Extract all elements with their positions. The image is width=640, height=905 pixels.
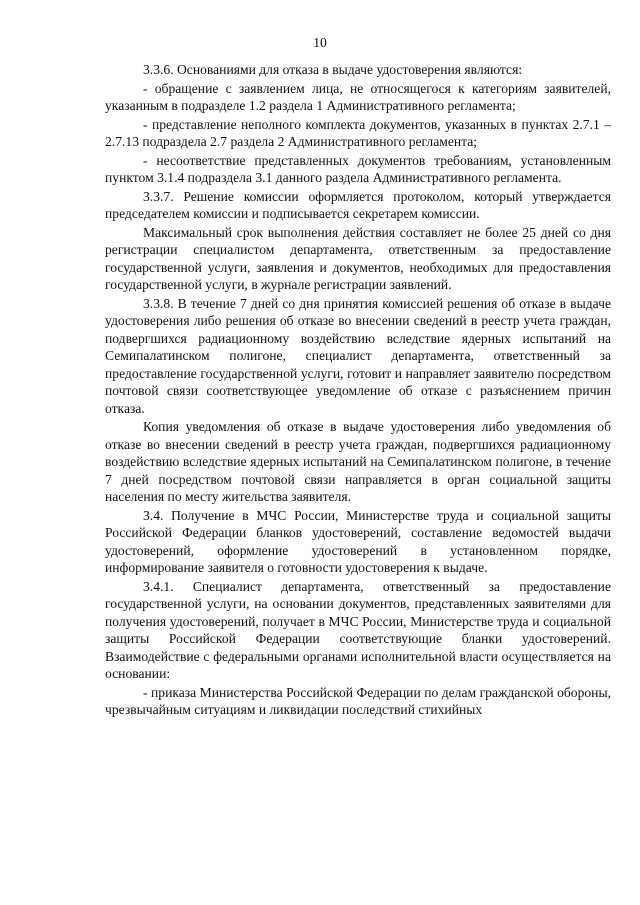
paragraph-3-4-1: 3.4.1. Специалист департамента, ответственный за предоставление государственной услуги, на основании документов, представленных заявителями для получения удостоверений, получает в МЧС России, Министерстве труда и социальной защиты Российской Федерации соответствующие бланки удостоверений. Взаимодействие с федеральными органами исполнительной власти осуществляется на основании: [105,578,611,681]
paragraph-3-4: 3.4. Получение в МЧС России, Министерстве труда и социальной защиты Российской Федерации бланков удостоверений, составление ведомостей выдачи удостоверений, оформление удостоверений в установленном порядке, информирование заявителя о готовности удостоверения к выдаче. [105,507,611,575]
document-body [105,61,611,720]
paragraph-reason-incomplete-documents: - представление неполного комплекта документов, указанных в пунктах 2.7.1 – 2.7.13 подраздела 2.7 раздела 2 Административного регламента; [105,116,611,149]
paragraph-3-3-7: 3.3.7. Решение комиссии оформляется протоколом, который утверждается председателем комиссии и подписывается секретарем комиссии. [105,188,611,221]
paragraph-notice-copy: Копия уведомления об отказе в выдаче удостоверения либо уведомления об отказе во внесении сведений в реестр учета граждан, подвергшихся радиационному воздействию вследствие ядерных испытаний на Семипалатинском полигоне, в течение 7 дней посредством почтовой связи направляется в орган социальной защиты населения по месту жительства заявителя. [105,419,611,504]
paragraph-max-term: Максимальный срок выполнения действия составляет не более 25 дней со дня регистрации специалистом департамента, ответственным за предоставление государственной услуги, заявления и документов, необходимых для предоставления государственной услуги, в журнале регистрации заявлений. [105,224,611,292]
paragraph-order-reference: - приказа Министерства Российской Федерации по делам гражданской обороны, чрезвычайным ситуациям и ликвидации последствий стихийных [105,684,611,717]
paragraph-reason-applicant-category: - обращение с заявлением лица, не относящегося к категориям заявителей, указанным в подразделе 1.2 раздела 1 Административного регламента; [105,80,611,113]
paragraph-reason-requirements-mismatch: - несоответствие представленных документов требованиям, установленным пунктом 3.1.4 подраздела 3.1 данного раздела Административного регламента. [105,152,611,185]
page-number: 10 [313,35,327,50]
paragraph-3-3-8: 3.3.8. В течение 7 дней со дня принятия комиссией решения об отказе в выдаче удостоверения либо решения об отказе во внесении сведений в реестр учета граждан, подвергшихся радиационному воздействию вследствие ядерных испытаний на Семипалатинском полигоне, специалист департамента, ответственный за предоставление государственной услуги, готовит и направляет заявителю посредством почтовой связи соответствующее уведомление об отказе с разъяснением причин отказа. [105,295,611,416]
paragraph-3-3-6: 3.3.6. Основаниями для отказа в выдаче удостоверения являются: [143,62,523,77]
